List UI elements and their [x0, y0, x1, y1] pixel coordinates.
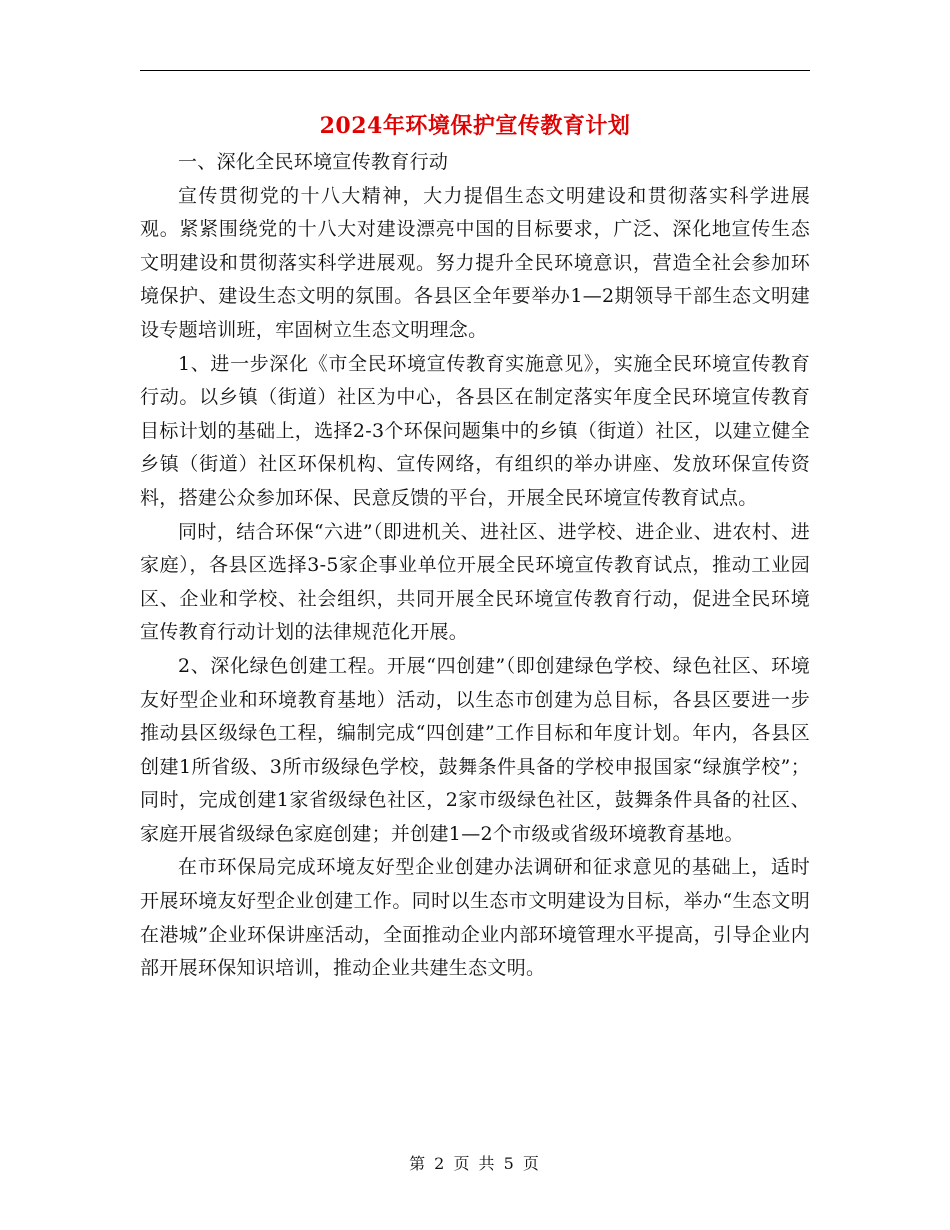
paragraph: 2、深化绿色创建工程。开展“四创建”（即创建绿色学校、绿色社区、环境友好型企业和环境教育基地）活动，以生态市创建为总目标，各县区要进一步推动县区级绿色工程，编制完成“四创建”工作目标和年度计划。年内，各县区创建1所省级、3所市级绿色学校，鼓舞条件具备的学校申报国家“绿旗学校”；同时，完成创建1家省级绿色社区，2家市级绿色社区，鼓舞条件具备的社区、家庭开展省级绿色家庭创建；并创建1—2个市级或省级环境教育基地。 — [140, 654, 810, 845]
document-title: 2024年环境保护宣传教育计划 — [319, 113, 631, 139]
paragraph: 在市环保局完成环境友好型企业创建办法调研和征求意见的基础上，适时开展环境友好型企业创建工作。同时以生态市文明建设为目标，举办“生态文明在港城”企业环保讲座活动，全面推动企业内部环境管理水平提高，引导企业内部开展环保知识培训，推动企业共建生态文明。 — [140, 856, 810, 980]
paragraph: 1、进一步深化《市全民环境宣传教育实施意见》，实施全民环境宣传教育行动。以乡镇（街道）社区为中心，各县区在制定落实年度全民环境宣传教育目标计划的基础上，选择2-3个环保问题集中的乡镇（街道）社区，以建立健全乡镇（街道）社区环保机构、宣传网络，有组织的举办讲座、发放环保宣传资料，搭建公众参加环保、民意反馈的平台，开展全民环境宣传教育试点。 — [140, 352, 810, 509]
header-rule — [140, 70, 810, 71]
document-body — [140, 146, 810, 986]
section-heading: 一、深化全民环境宣传教育行动 — [178, 151, 449, 173]
page-number: 第 2 页 共 5 页 — [409, 1154, 541, 1173]
paragraph: 宣传贯彻党的十八大精神，大力提倡生态文明建设和贯彻落实科学进展观。紧紧围绕党的十八大对建设漂亮中国的目标要求，广泛、深化地宣传生态文明建设和贯彻落实科学进展观。努力提升全民环境意识，营造全社会参加环境保护、建设生态文明的氛围。各县区全年要举办1—2期领导干部生态文明建设专题培训班，牢固树立生态文明理念。 — [140, 184, 810, 341]
paragraph: 同时，结合环保“六进”（即进机关、进社区、进学校、进企业、进农村、进家庭），各县区选择3-5家企事业单位开展全民环境宣传教育试点，推动工业园区、企业和学校、社会组织，共同开展全民环境宣传教育行动，促进全民环境宣传教育行动计划的法律规范化开展。 — [140, 520, 810, 644]
